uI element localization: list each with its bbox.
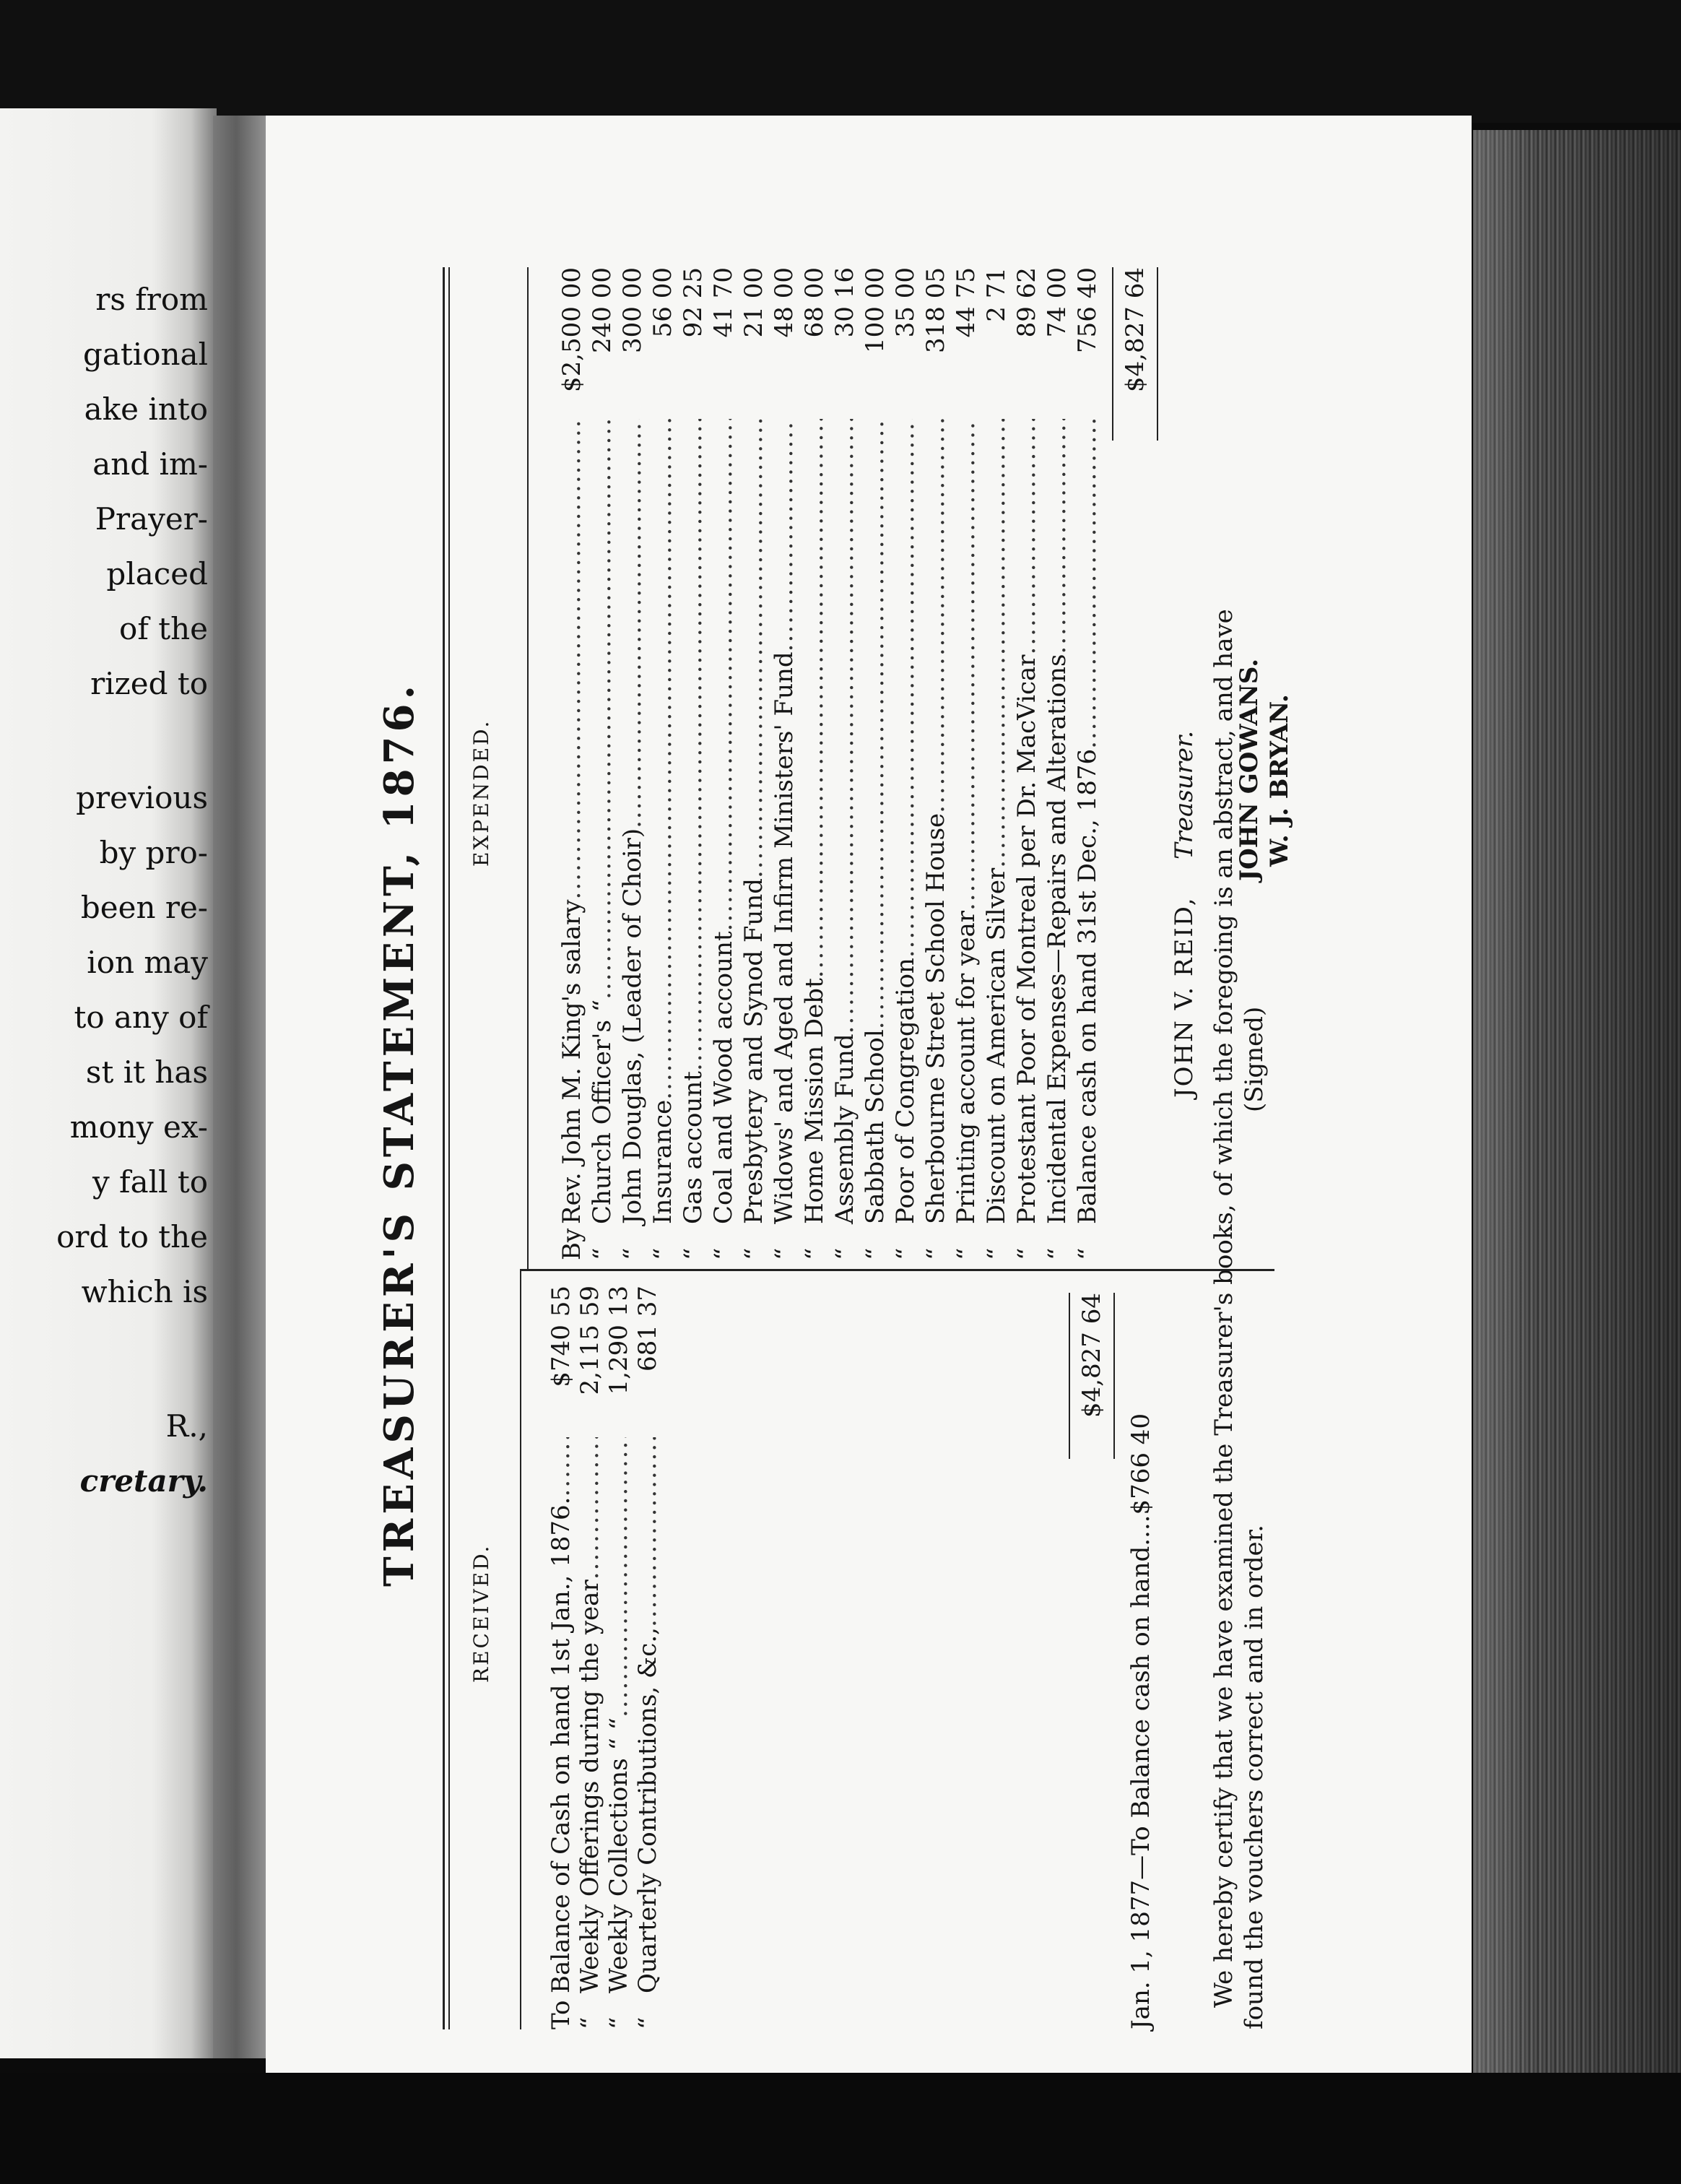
expended-amount: 92 25 <box>679 267 708 338</box>
expended-row: “ Assembly Fund ..... 30 16 <box>829 267 861 1260</box>
expended-label: Poor of Congregation <box>891 958 920 1224</box>
received-amount: 681 37 <box>633 1286 662 1372</box>
left-line: been re- <box>80 890 208 925</box>
statement-title: TREASURER'S STATEMENT, 1876. <box>375 681 423 1587</box>
expended-row: “ Discount on American Silver ..... 2 71 <box>981 267 1012 1260</box>
expended-label: Sherbourne Street School House <box>921 812 950 1224</box>
auditor-name: W. J. BRYAN. <box>1265 694 1294 867</box>
received-amount: 2,115 59 <box>575 1286 604 1395</box>
expended-amount: 100 00 <box>861 267 890 353</box>
balance-line: Jan. 1, 1877—To Balance cash on hand....$766 40 <box>1126 1413 1155 2029</box>
left-line: Prayer- <box>95 501 208 537</box>
signed-label: (Signed) <box>1240 1006 1269 1112</box>
received-label: Quarterly Contributions, &c., <box>633 1627 662 1993</box>
expended-row: “ Insurance ..... 56 00 <box>647 267 679 1260</box>
expended-amount: 74 00 <box>1043 267 1072 338</box>
expended-row: “ Church Officer's “ ..... 240 00 <box>586 267 618 1260</box>
expended-row: “ Presbytery and Synod Fund ..... 21 00 <box>738 267 770 1260</box>
expended-amount: 41 70 <box>709 267 738 338</box>
received-amount: 1,290 13 <box>604 1286 633 1395</box>
expended-label: Church Officer's “ <box>588 999 617 1224</box>
expended-row: “ Home Mission Debt ..... 68 00 <box>799 267 830 1260</box>
expended-label: Incidental Expenses—Repairs and Alterations <box>1043 654 1072 1224</box>
expended-amount: 240 00 <box>588 267 617 353</box>
expended-label: Presbytery and Synod Fund <box>739 878 768 1224</box>
treasurer-name: JOHN V. REID, <box>1170 896 1199 1098</box>
expended-heading: EXPENDED. <box>469 719 493 867</box>
received-column-rule <box>520 1271 521 2029</box>
expended-label: Rev. John M. King's salary <box>557 899 586 1224</box>
left-line: of the <box>119 611 208 646</box>
received-row: “ Quarterly Contributions, &c., ..... 681 37 <box>632 1286 664 2029</box>
received-row: To Balance of Cash on hand 1st Jan., 1876. ..... $740 55 <box>545 1286 577 2029</box>
received-row: “ Weekly Offerings during the year ..... 2,115 59 <box>574 1286 606 2029</box>
expended-row: “ Widows' and Aged and Infirm Ministers' Fund ..... 48 00 <box>768 267 800 1260</box>
expended-label: Printing account for year <box>952 911 981 1224</box>
certification-text: We hereby certify that we have examined the Treasurer's books, of which the foregoing is an abstract, and have <box>1209 609 1238 2008</box>
left-line: rs from <box>95 282 208 317</box>
expended-label: Home Mission Debt <box>800 978 829 1224</box>
expended-row: “ Coal and Wood account ..... 41 70 <box>708 267 739 1260</box>
column-divider <box>520 1269 1274 1271</box>
left-line: R., <box>165 1408 208 1444</box>
expended-column-rule <box>527 267 529 1271</box>
expended-row: “ Printing account for year ..... 44 75 <box>950 267 982 1260</box>
scan-top-border <box>0 0 1681 123</box>
left-line: which is <box>81 1274 208 1309</box>
left-line: placed <box>106 556 208 592</box>
left-line: ake into <box>84 391 208 427</box>
left-line: by pro- <box>99 835 208 870</box>
expended-total: $4,827 64 <box>1121 267 1150 393</box>
received-label: Weekly Offerings during the year <box>575 1580 604 1993</box>
expended-label: Protestant Poor of Montreal per Dr. MacVicar <box>1012 654 1041 1224</box>
expended-amount: 48 00 <box>770 267 799 338</box>
expended-amount: 44 75 <box>952 267 981 338</box>
treasurers-statement <box>347 231 1300 2037</box>
scan-bottom-border <box>0 2073 1681 2184</box>
expended-label: John Douglas, (Leader of Choir) <box>618 828 647 1224</box>
expended-row: “ John Douglas, (Leader of Choir) ..... 300 00 <box>617 267 648 1260</box>
left-line: ord to the <box>56 1219 208 1254</box>
certification-text-2: found the vouchers correct and in order. <box>1240 1525 1269 2029</box>
expended-amount: 756 40 <box>1073 267 1102 353</box>
expended-label: Discount on American Silver <box>982 867 1011 1224</box>
left-line: mony ex- <box>69 1109 208 1145</box>
expended-label: Widows' and Aged and Infirm Ministers' Fund <box>770 651 799 1224</box>
expended-label: Insurance <box>648 1099 677 1224</box>
expended-label: Sabbath School <box>861 1029 890 1224</box>
left-line: st it has <box>85 1054 208 1090</box>
left-line: ion may <box>87 945 208 980</box>
title-rule <box>443 267 445 2029</box>
left-line: and im- <box>92 446 208 482</box>
expended-label: Balance cash on hand 31st Dec., 1876 <box>1073 748 1102 1224</box>
expended-label: Gas account <box>679 1071 708 1224</box>
left-line: gational <box>82 337 208 372</box>
expended-amount: 300 00 <box>618 267 647 353</box>
received-heading: RECEIVED. <box>469 1543 493 1683</box>
expended-label: Assembly Fund <box>830 1034 859 1224</box>
expended-amount: 2 71 <box>982 267 1011 322</box>
received-amount: $740 55 <box>547 1286 575 1387</box>
received-row: “ Weekly Collections “ “ ..... 1,290 13 <box>603 1286 635 2029</box>
received-total: $4,827 64 <box>1077 1293 1106 1418</box>
expended-row: “ Gas account ..... 92 25 <box>677 267 709 1260</box>
expended-row: “ Poor of Congregation ..... 35 00 <box>890 267 921 1260</box>
left-line: to any of <box>74 1000 208 1035</box>
expended-amount: 318 05 <box>921 267 950 353</box>
expended-row: By Rev. John M. King's salary ..... $2,500 00 <box>556 267 588 1260</box>
expended-label: Coal and Wood account <box>709 931 738 1224</box>
expended-amount: 21 00 <box>739 267 768 338</box>
treasurer-role: Treasurer. <box>1170 730 1199 859</box>
auditor-name: JOHN GOWANS. <box>1235 658 1264 881</box>
book-gutter <box>213 116 271 2058</box>
left-line: rized to <box>90 666 208 701</box>
expended-amount: 68 00 <box>800 267 829 338</box>
left-line: previous <box>76 780 208 815</box>
expended-row: “ Protestant Poor of Montreal per Dr. MacVicar ..... 89 62 <box>1011 267 1043 1260</box>
expended-row: “ Balance cash on hand 31st Dec., 1876 ..... 756 40 <box>1072 267 1103 1260</box>
expended-amount: 89 62 <box>1012 267 1041 338</box>
expended-row: “ Incidental Expenses—Repairs and Alterations ..... 74 00 <box>1041 267 1073 1260</box>
received-label: Weekly Collections “ “ <box>604 1717 633 1993</box>
expended-amount: 56 00 <box>648 267 677 338</box>
expended-amount: 35 00 <box>891 267 920 338</box>
expended-amount: $2,500 00 <box>557 267 586 393</box>
left-line: cretary. <box>79 1463 208 1499</box>
expended-row: “ Sabbath School ..... 100 00 <box>859 267 891 1260</box>
received-label: Balance of Cash on hand 1st Jan., 1876. <box>547 1496 575 1993</box>
expended-amount: 30 16 <box>830 267 859 338</box>
expended-row: “ Sherbourne Street School House ..... 318 05 <box>920 267 952 1260</box>
left-line: y fall to <box>92 1164 208 1200</box>
